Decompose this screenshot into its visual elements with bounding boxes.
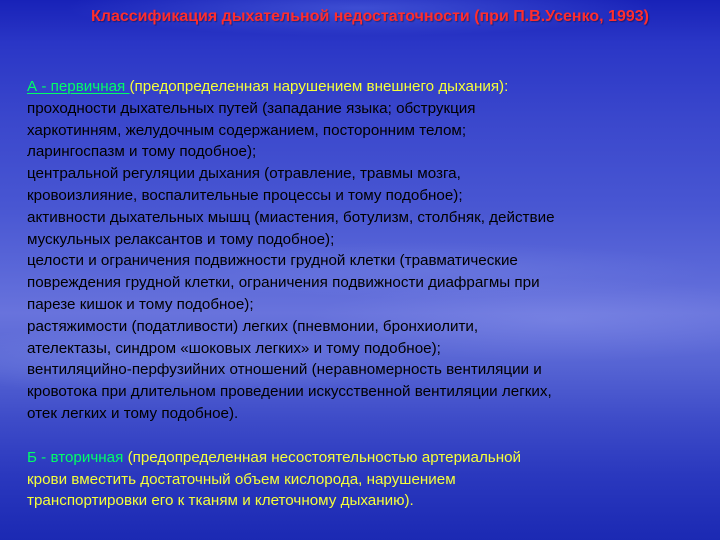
section-b-line: крови вместить достаточный объем кислорода, нарушением bbox=[27, 470, 456, 488]
section-a-line: харкотинням, желудочным содержанием, посторонним телом; bbox=[27, 121, 467, 139]
section-b-intro: (предопределенная несостоятельностью артериальной bbox=[123, 448, 522, 466]
slide-title: Классификация дыхательной недостаточности (при П.В.Усенко, 1993) bbox=[91, 8, 649, 25]
section-a-line: ларингоспазм и тому подобное); bbox=[27, 143, 257, 161]
section-a-line: ателектазы, синдром «шоковых легких» и тому подобное); bbox=[27, 339, 441, 357]
section-a-heading bbox=[27, 76, 699, 98]
section-a-line: мускульных релаксантов и тому подобное); bbox=[27, 230, 335, 248]
section-a-line: кровотока при длительном проведении искусственной вентиляции легких, bbox=[27, 383, 552, 401]
section-a-line: вентиляцийно-перфузийних отношений (неравномерность вентиляции и bbox=[27, 361, 542, 379]
section-a-intro: (предопределенная нарушением внешнего дыхания): bbox=[129, 78, 509, 95]
section-a-line: кровоизлияние, воспалительные процессы и тому подобное); bbox=[27, 186, 463, 204]
section-a-line: проходности дыхательных путей (западание языка; обструкция bbox=[27, 99, 476, 117]
section-a-line: парезе кишок и тому подобное); bbox=[27, 295, 254, 313]
section-a-line: активности дыхательных мышц (миастения, ботулизм, столбняк, действие bbox=[27, 208, 555, 226]
section-b-label: Б - вторичная bbox=[27, 448, 124, 466]
section-a-line: отек легких и тому подобное). bbox=[27, 404, 239, 422]
section-a-line: центральной регуляции дыхания (отравление, травмы мозга, bbox=[27, 165, 461, 183]
section-b-line: транспортировки его к тканям и клеточному дыханию). bbox=[27, 492, 414, 510]
slide-content bbox=[27, 76, 699, 512]
section-spacer bbox=[27, 425, 699, 447]
section-a-line: растяжимости (податливости) легких (пневмонии, бронхиолити, bbox=[27, 317, 479, 335]
section-b-heading bbox=[27, 447, 699, 469]
section-a-label: А - первичная bbox=[27, 78, 130, 95]
section-a-line: повреждения грудной клетки, ограничения подвижности диафрагмы при bbox=[27, 274, 540, 292]
section-a-line: целости и ограничения подвижности грудной клетки (травматические bbox=[27, 252, 518, 270]
